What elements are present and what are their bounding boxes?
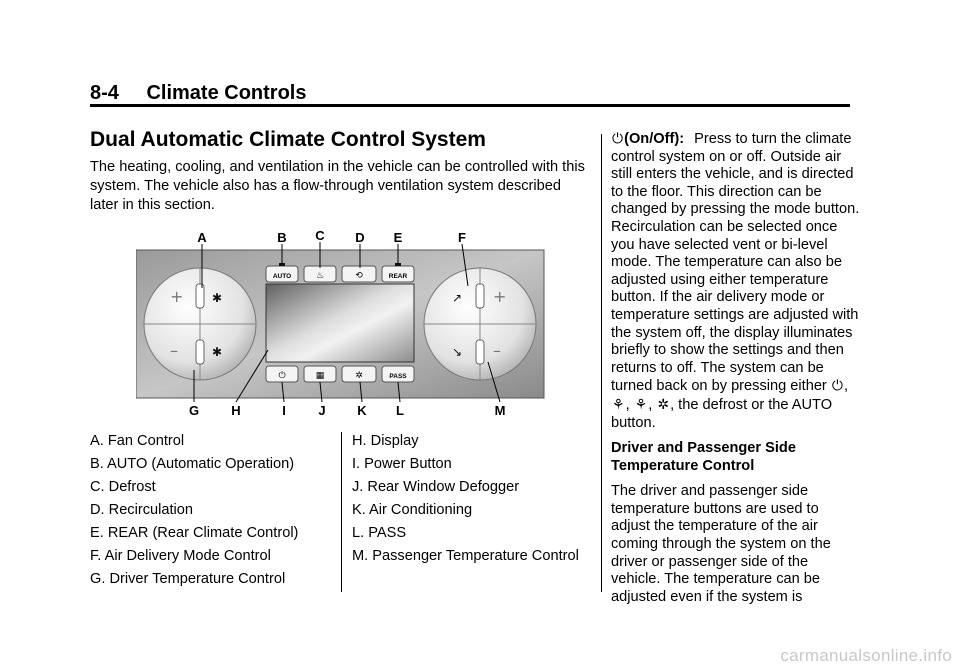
legend-item: B. AUTO (Automatic Operation): [90, 456, 295, 472]
power-icon: ⏻: [278, 371, 286, 381]
callout-f: F: [458, 230, 466, 245]
fan-icon: ✱: [212, 291, 223, 305]
legend-item: I. Power Button: [352, 456, 452, 472]
power-icon: ⏻: [612, 130, 624, 146]
climate-control-figure: [136, 230, 556, 420]
air-conditioning-icon: ✲: [657, 395, 670, 412]
recirculation-icon: ⟲: [355, 271, 363, 281]
legend-left-column: [90, 432, 298, 593]
driver-knob: [144, 268, 256, 380]
legend-item: M. Passenger Temperature Control: [352, 548, 579, 564]
callout-h: H: [231, 403, 241, 418]
air-conditioning-icon: ✲: [355, 371, 363, 381]
fan-icon: ✱: [212, 345, 223, 359]
legend-item: L. PASS: [352, 525, 407, 541]
right-column: [611, 130, 861, 614]
display-screen: [266, 284, 414, 362]
svg-text:–: –: [170, 341, 178, 360]
rear-button-label: REAR: [388, 273, 408, 280]
header-rule: [90, 104, 850, 107]
legend-right-column: [352, 432, 579, 570]
power-description-end: , the defrost or the AUTO button.: [611, 396, 833, 431]
climate-panel-illustration: [136, 230, 556, 420]
passenger-knob: [424, 268, 536, 380]
floor-mode-icon: ⚘: [634, 395, 648, 412]
section-title: Dual Automatic Climate Control System: [90, 128, 486, 151]
callout-k: K: [357, 403, 367, 418]
callout-m: M: [494, 403, 506, 418]
vent-mode-icon: ↗: [452, 291, 463, 305]
svg-text:+: +: [493, 287, 507, 306]
temperature-subheading: Driver and Passenger Side Temperature Control: [611, 440, 796, 474]
power-icon: ⏻: [831, 377, 843, 394]
legend-item: C. Defrost: [90, 479, 156, 495]
floor-mode-icon: ↘: [452, 345, 463, 359]
page-number: 8-4: [90, 82, 119, 104]
legend-item: H. Display: [352, 433, 419, 449]
defrost-icon: ♨: [315, 271, 325, 281]
power-term: (On/Off):: [624, 131, 685, 147]
callout-g: G: [188, 403, 200, 418]
power-paragraph: ⏻(On/Off): Press to turn the climate control system on or off. Outside air still enters the vehicle, and is directed to the floor. This direction can be changed by pressing the mode button. Recirculation can be selected once you have selected vent or bi-level mode. The temperature can also be adjusted using either temperature button. If the air delivery mode or temperature settings are adjusted with the system off, the display illuminates briefly to show the settings and then returns to off. The system can be turned back on by pressing either ⏻, ⚘, ⚘, ✲, the defrost or the AUTO button.: [611, 130, 860, 431]
callout-d: D: [355, 230, 365, 245]
column-divider: [601, 134, 602, 592]
power-description: Press to turn the climate control system on or off. Outside air still enters the vehicle, and is directed to the floor. This direction can be changed by pressing the mode button. Recirculation can be selected once you have selected vent or bi-level mode. The temperature can also be adjusted using either temperature button. If the air delivery mode or temperature settings are adjusted with the system off, the display illuminates briefly to show the settings and then returns to off. The system can be turned back on by pressing either: [611, 131, 860, 395]
callout-a: A: [197, 230, 207, 245]
legend-item: G. Driver Temperature Control: [90, 571, 286, 587]
svg-text:–: –: [493, 341, 501, 360]
page-header: [90, 82, 307, 105]
temperature-paragraph: The driver and passenger side temperature buttons are used to adjust the temperature of the air coming through the system on the driver or passenger side of the vehicle. The temperature can be adjusted even if the system is: [611, 483, 831, 605]
callout-i: I: [282, 403, 286, 418]
watermark: carmanualsonline.info: [780, 646, 952, 665]
legend-item: A. Fan Control: [90, 433, 185, 449]
legend-item: J. Rear Window Defogger: [352, 479, 520, 495]
callout-c: C: [315, 230, 325, 243]
callout-j: J: [318, 403, 326, 418]
callout-l: L: [396, 403, 404, 418]
vent-mode-icon: ⚘: [612, 395, 625, 412]
legend-item: K. Air Conditioning: [352, 502, 473, 518]
column-divider: [341, 432, 342, 592]
legend-item: E. REAR (Rear Climate Control): [90, 525, 299, 541]
rear-defogger-icon: ▦: [315, 371, 325, 381]
callout-b: B: [277, 230, 287, 245]
legend-item: F. Air Delivery Mode Control: [90, 548, 271, 564]
intro-paragraph: The heating, cooling, and ventilation in the vehicle can be controlled with this system. The vehicle also has a flow-through ventilation system described later in this section.: [90, 159, 585, 213]
svg-text:+: +: [170, 287, 184, 306]
auto-button-label: AUTO: [272, 273, 292, 280]
pass-button-label: PASS: [389, 373, 407, 380]
chapter-title: Climate Controls: [146, 82, 307, 104]
legend-item: D. Recirculation: [90, 502, 194, 518]
callout-e: E: [393, 230, 403, 245]
